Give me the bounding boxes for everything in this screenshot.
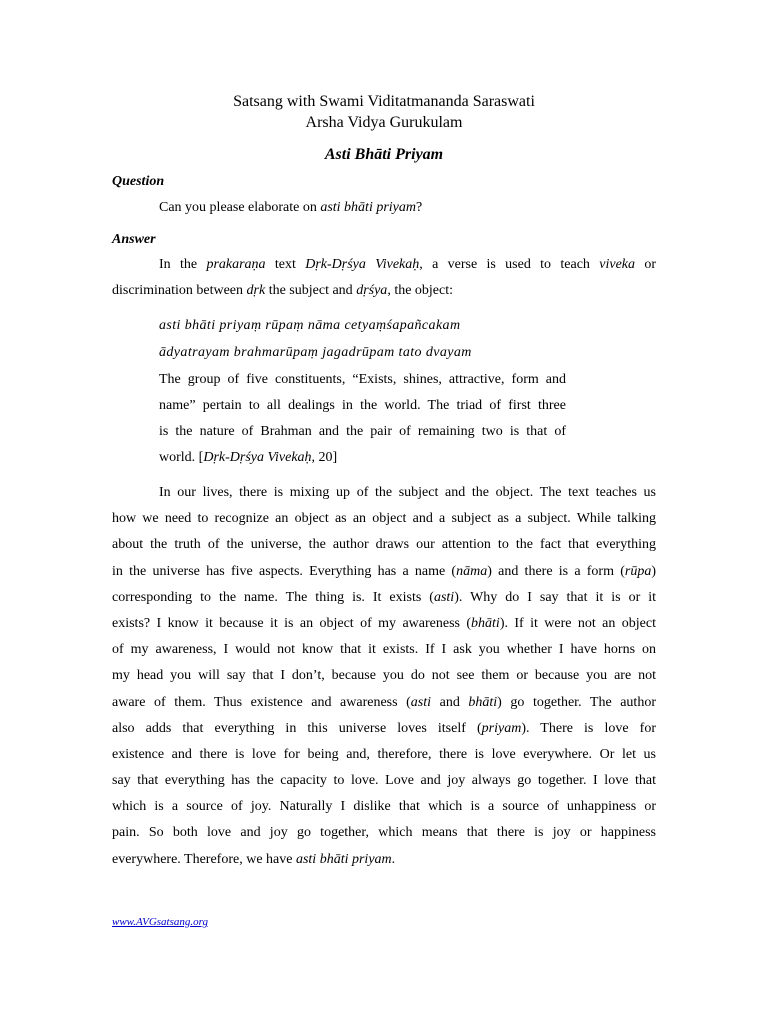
intro-1-term-a: prakaraṇa xyxy=(206,257,266,272)
body-text-segment: exists? I know it because it is an object of my awareness ( xyxy=(112,615,472,631)
translation-line-3: is the nature of Brahman and the pair of remaining two is that of xyxy=(159,424,566,439)
question-text xyxy=(159,195,422,221)
body-text-segment: ) and there is a form ( xyxy=(487,563,625,579)
intro-1-term-b: Dṛk-Dṛśya Vivekaḥ xyxy=(305,257,420,272)
body-text-segment: pain. So both love and joy go together, which means that there is joy or happiness xyxy=(112,825,656,841)
body-line xyxy=(112,663,656,689)
translation-4-text-a: world. [ xyxy=(159,450,204,465)
intro-2-term-b: dṛśya xyxy=(356,283,388,298)
answer-intro-line-1 xyxy=(159,252,656,278)
answer-body xyxy=(112,480,656,873)
body-line xyxy=(112,532,656,558)
intro-2-text-c: , the object: xyxy=(387,283,454,298)
body-text-segment: about the truth of the universe, the author draws our attention to the fact that everything xyxy=(112,537,656,553)
question-label: Question xyxy=(112,174,165,189)
header-line-1: Satsang with Swami Viditatmananda Saraswati xyxy=(233,93,535,110)
question-text-end: ? xyxy=(416,200,423,215)
body-term: asti bhāti priyam xyxy=(295,851,392,867)
body-text-segment: how we need to recognize an object as an object and a subject as a subject. While talking xyxy=(112,511,656,527)
body-term: asti xyxy=(410,694,432,710)
body-text-segment: also adds that everything in this universe loves itself ( xyxy=(112,720,482,736)
answer-intro-line-2 xyxy=(112,278,453,304)
body-text-segment: corresponding to the name. The thing is. It exists ( xyxy=(112,589,434,605)
body-line xyxy=(112,690,656,716)
translation-line-4 xyxy=(159,445,566,471)
intro-2-text-b: the subject and xyxy=(265,283,357,298)
header-line-2: Arsha Vidya Gurukulam xyxy=(305,114,463,131)
body-text-segment: and xyxy=(431,694,469,710)
body-line xyxy=(112,611,656,637)
body-term: priyam xyxy=(481,720,522,736)
body-text-segment: ). Why do I say that it is or it xyxy=(454,589,656,605)
intro-1-term-c: viveka xyxy=(599,257,635,272)
body-text-segment: ) go together. The author xyxy=(497,694,656,710)
body-line xyxy=(112,506,656,532)
body-text-segment: my head you will say that I don’t, because you do not see them or because you are not xyxy=(112,668,656,684)
translation-line-2: name” pertain to all dealings in the world. The triad of first three xyxy=(159,398,566,413)
document-title: Asti Bhāti Priyam xyxy=(324,146,444,163)
translation-4-term: Dṛk-Dṛśya Vivekaḥ xyxy=(203,450,312,465)
question-text-part: Can you please elaborate on xyxy=(159,200,321,215)
verse-line-2: ādyatrayam brahmarūpaṃ jagadrūpam tato dvayam xyxy=(159,345,472,360)
body-text-segment: aware of them. Thus existence and awareness ( xyxy=(112,694,411,710)
intro-2-term-a: dṛk xyxy=(246,283,266,298)
body-text-segment: in the universe has five aspects. Everything has a name ( xyxy=(112,563,457,579)
body-line xyxy=(112,820,656,846)
body-text-segment: In our lives, there is mixing up of the subject and the object. The text teaches us xyxy=(159,485,656,500)
body-line xyxy=(112,480,656,506)
body-text-segment: say that everything has the capacity to love. Love and joy always go together. I love that xyxy=(112,773,656,789)
body-line xyxy=(112,716,656,742)
body-text-segment: ). If it were not an object xyxy=(499,615,656,631)
body-line xyxy=(112,637,656,663)
body-term: bhāti xyxy=(471,615,500,631)
question-text-term: asti bhāti priyam xyxy=(320,200,416,215)
body-term: asti xyxy=(433,589,455,605)
body-text-segment: . xyxy=(391,851,396,867)
body-text-segment: which is a source of joy. Naturally I dislike that which is a source of unhappiness or xyxy=(112,799,656,815)
body-term: rūpa xyxy=(624,563,652,579)
header-block xyxy=(0,91,768,133)
body-text-segment: existence and there is love for being and, therefore, there is love everywhere. Or let us xyxy=(112,746,656,762)
body-term: bhāti xyxy=(468,694,498,710)
footer-website-link[interactable]: www.AVGsatsang.org xyxy=(112,916,209,928)
body-line xyxy=(112,847,656,873)
body-text-segment: of my awareness, I would not know that it exists. If I ask you whether I have horns on xyxy=(112,642,656,658)
answer-label: Answer xyxy=(112,232,156,247)
body-line xyxy=(112,585,656,611)
body-line xyxy=(112,742,656,768)
body-text-segment: ). There is love for xyxy=(521,720,656,736)
intro-1-text-b: text xyxy=(265,257,306,272)
body-line xyxy=(112,559,656,585)
intro-2-text-a: discrimination between xyxy=(112,283,247,298)
translation-line-1: The group of five constituents, “Exists, shines, attractive, form and xyxy=(159,372,566,387)
intro-1-text-c: , a verse is used to teach xyxy=(419,257,600,272)
body-text-segment: ) xyxy=(651,563,656,579)
intro-1-text-d: or xyxy=(635,257,656,272)
body-term: nāma xyxy=(456,563,488,579)
body-line xyxy=(112,768,656,794)
body-line xyxy=(112,794,656,820)
intro-1-text-a: In the xyxy=(159,257,207,272)
verse-line-1: asti bhāti priyaṃ rūpaṃ nāma cetyaṃśapañcakam xyxy=(159,318,461,333)
translation-4-text-b: , 20] xyxy=(311,450,338,465)
body-text-segment: everywhere. Therefore, we have xyxy=(112,851,296,867)
